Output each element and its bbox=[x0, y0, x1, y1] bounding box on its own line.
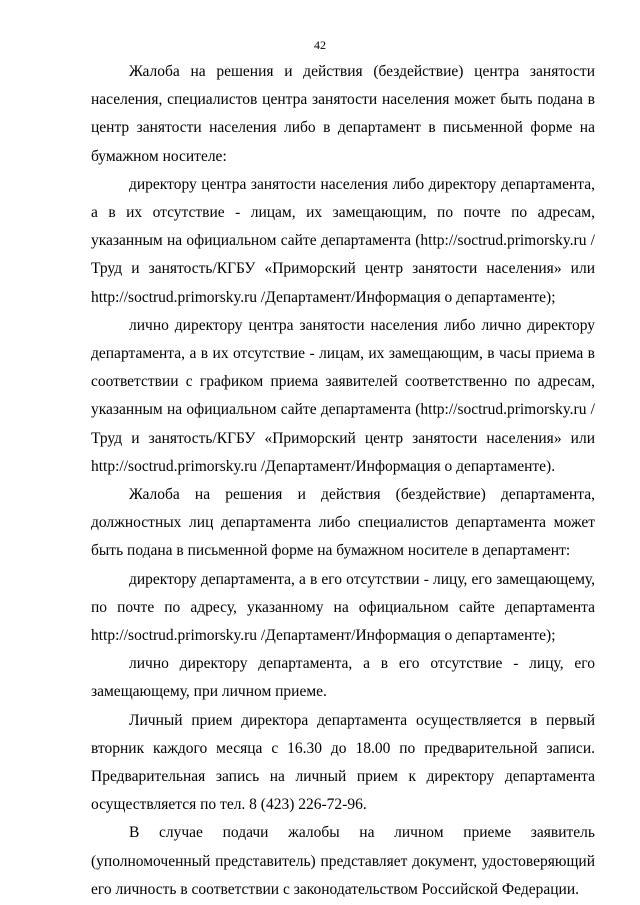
paragraph-complaint-department: Жалоба на решения и действия (бездействие) департамента, должностных лиц департамента либо специалистов департамента может быть подана в письменной форме на бумажном носителе в департамент: bbox=[91, 486, 595, 560]
paragraph-reception-schedule: Личный прием директора департамента осуществляется в первый вторник каждого месяца с 16.30 до 18.00 по предварительной записи. Предварительная запись на личный прием к директору департамента осуществляется по тел. 8 (423) 226-72-96. bbox=[91, 711, 595, 814]
page-number: 42 bbox=[314, 38, 326, 52]
paragraph-in-person-to-department-director: лично директору департамента, а в его отсутствие - лицу, его замещающему, при личном приеме. bbox=[91, 655, 595, 701]
paragraph-complaint-employment-center: Жалоба на решения и действия (бездействие) центра занятости населения, специалистов центра занятости населения может быть подана в центр занятости населения либо в департамент в письменной форме на бумажном носителе: bbox=[91, 63, 595, 165]
paragraph-by-mail-to-department-director: директору департамента, а в его отсутствии - лицу, его замещающему, по почте по адресу, указанному на официальном сайте департамента http://soctrud.primorsky.ru /Департамент/Информация о департаменте); bbox=[91, 570, 595, 645]
paragraph-by-mail-to-directors: директору центра занятости населения либо директору департамента, а в их отсутствие - лицам, их замещающим, по почте по адресам, указанным на официальном сайте департамента (http://soctrud.primorsky.ru /Труд и занятость/КГБУ «Приморский центр занятости населения» или http://soctrud.primorsky.ru /Департамент/Информация о департаменте); bbox=[91, 175, 595, 306]
paragraph-identity-document: В случае подачи жалобы на личном приеме заявитель (уполномоченный представитель) представляет документ, удостоверяющий его личность в соответствии с законодательством Российской Федерации. bbox=[91, 824, 595, 898]
paragraph-in-person-to-directors: лично директору центра занятости населения либо лично директору департамента, а в их отсутствие - лицам, их замещающим, в часы приема в соответствии с графиком приема заявителей соответственно по адресам, указанным на официальном сайте департамента (http://soctrud.primorsky.ru /Труд и занятость/КГБУ «Приморский центр занятости населения» или http://soctrud.primorsky.ru /Департамент/Информация о департаменте). bbox=[91, 316, 595, 475]
document-body bbox=[91, 58, 595, 904]
